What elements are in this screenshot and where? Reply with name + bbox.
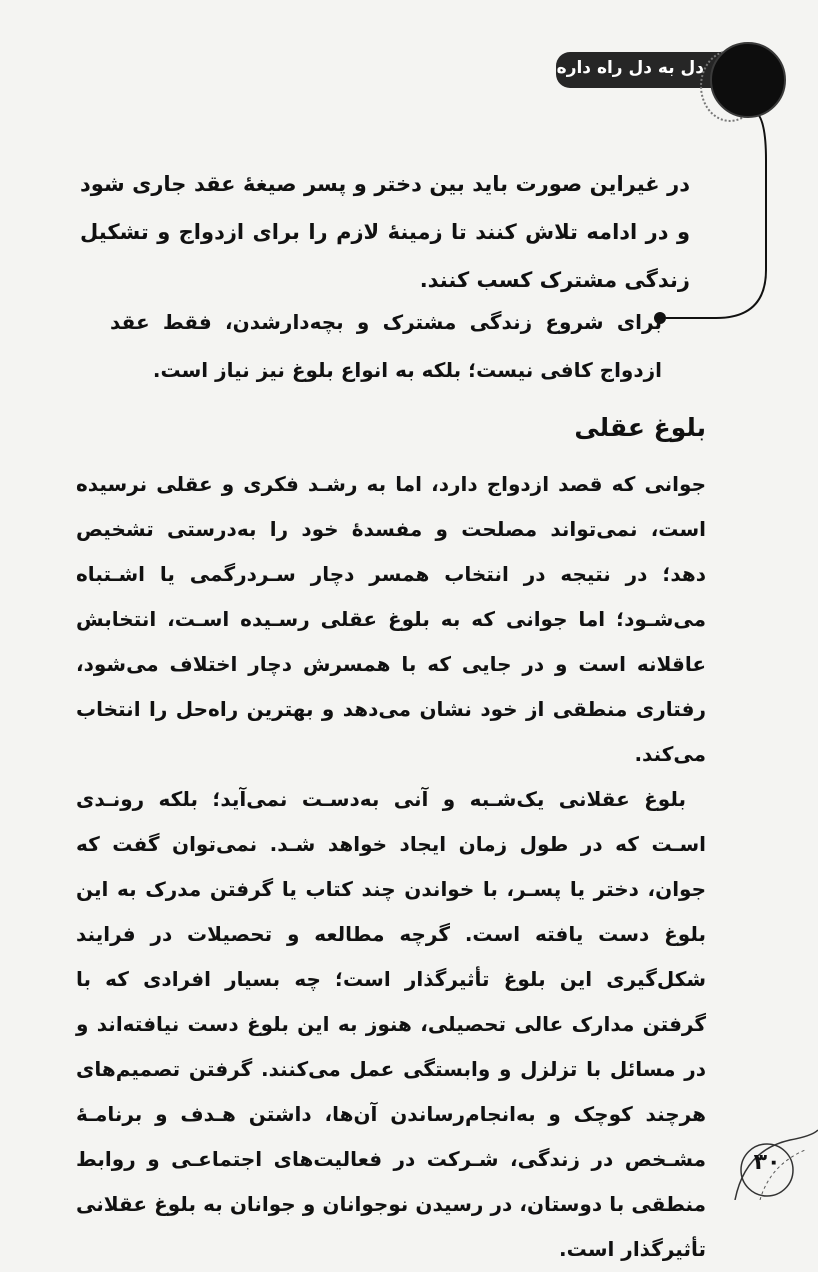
section-paragraph-2: بلوغ عقلانی یک‌شـبه و آنی به‌دسـت نمی‌آید؛ بلکه رونـدی اسـت که در طول زمان ایجاد خواهد شـد. نمی‌توان گفت که جوان، دختر یا پسـر، با خواندن چند کتاب یا گرفتن مدرک به این بلوغ دست یافته است. گرچه مطالعه و تحصیلات در فرایند شکل‌گیری این بلوغ تأثیرگذار است؛ چه بسیار افرادی که با گرفتن مدارک عالی تحصیلی، هنوز به این بلوغ دست نیافته‌اند و در مسائل با تزلزل و وابستگی عمل می‌کنند. گرفتن تصمیم‌های هرچند کوچک و به‌انجام‌رساندن آن‌ها، داشتن هـدف و برنامـهٔ مشـخص در زندگی، شـرکت در فعالیت‌های اجتماعـی و روابط منطقی با دوستان، در رسیدن نوجوانان و جوانان به بلوغ عقلانی تأثیرگذار است. xyxy=(76,787,706,1261)
section-paragraph-1: جوانی که قصد ازدواج دارد، اما به رشـد فکری و عقلی نرسیده است، نمی‌تواند مصلحت و مفسدهٔ خود را به‌درستی تشخیص دهد؛ در نتیجه در انتخاب همسر دچار سـردرگمی یا اشـتباه می‌شـود؛ اما جوانی که به بلوغ عقلی رسـیده اسـت، انتخابش عاقلانه است و در جایی که با همسرش دچار اختلاف می‌شود، رفتاری منطقی از خود نشان می‌دهد و بهترین راه‌حل را انتخاب می‌کند. xyxy=(76,472,706,766)
book-title: دل به دل راه داره xyxy=(556,58,704,78)
intro-paragraph: در غیراین صورت باید بین دختر و پسر صیغهٔ عقد جاری شود و در ادامه تلاش کنند تا زمینهٔ لازم را برای ازدواج و تشکیل زندگی مشترک کسب کنند. xyxy=(80,172,690,292)
page-number: ۳۰ xyxy=(753,1150,781,1175)
bullet-note: برای شروع زندگی مشترک و بچه‌دارشدن، فقط عقد ازدواج کافی نیست؛ بلکه به انواع بلوغ نیز نیاز است. xyxy=(110,310,662,382)
section-heading: بلوغ عقلی xyxy=(574,413,706,442)
